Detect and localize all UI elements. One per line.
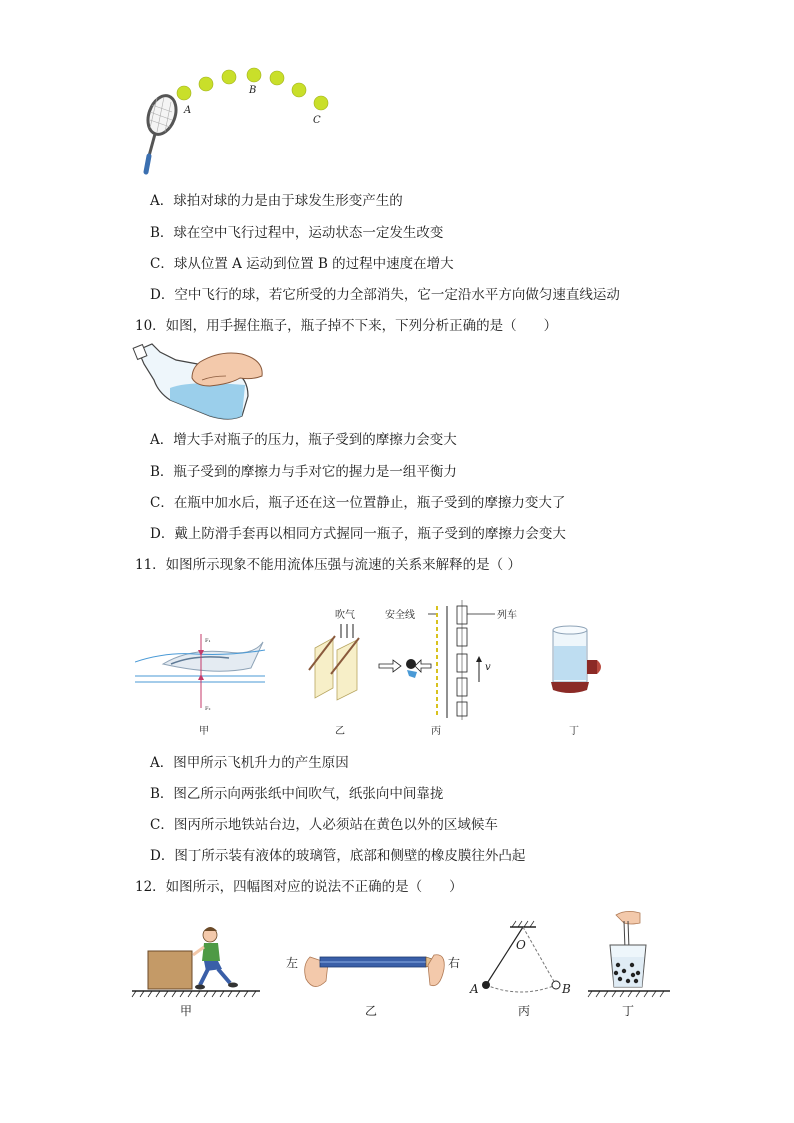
q10-option-a: A．增大手对瓶子的压力，瓶子受到的摩擦力会变大 [150, 432, 457, 448]
panel-jia-push-box [132, 927, 260, 997]
q9-option-c: C．球从位置 A 运动到位置 B 的过程中速度在增大 [150, 256, 454, 272]
tennis-racket [143, 92, 181, 172]
q12-caption-bing: 丙 [518, 1004, 531, 1018]
velocity-label: v [485, 662, 491, 673]
b-label: B [562, 982, 571, 996]
q11-option-b: B．图乙所示向两张纸中间吹气，纸张向中间靠拢 [150, 786, 444, 802]
panel-jia-wing [135, 634, 265, 712]
f1-label: F₁ [205, 638, 211, 644]
train-label: 列车 [497, 610, 517, 621]
hand [192, 353, 262, 386]
q10-option-d: D．戴上防滑手套再以相同方式握同一瓶子，瓶子受到的摩擦力会变大 [150, 526, 566, 542]
q11-figure [135, 598, 635, 740]
label-b: B [249, 85, 257, 96]
a-label: A [470, 982, 479, 996]
q11-option-a: A．图甲所示飞机升力的产生原因 [150, 755, 349, 771]
q9-option-a: A．球拍对球的力是由于球发生形变产生的 [150, 193, 403, 209]
q12-stem: 12．如图所示，四幅图对应的说法不正确的是（ ） [135, 879, 463, 895]
label-a: A [184, 105, 192, 116]
q9-option-d: D．空中飞行的球，若它所受的力全部消失，它一定沿水平方向做匀速直线运动 [150, 287, 620, 303]
q10-bottle-figure [130, 340, 270, 422]
panel-ding-beaker [588, 911, 670, 997]
caption-yi: 乙 [335, 726, 345, 737]
q12-caption-jia: 甲 [180, 1004, 193, 1018]
caption-jia: 甲 [199, 726, 209, 737]
q10-option-b: B．瓶子受到的摩擦力与手对它的握力是一组平衡力 [150, 464, 457, 480]
panel-bing-pendulum [469, 921, 571, 996]
panel-ding-tube [551, 626, 601, 693]
blow-label: 吹气 [335, 610, 355, 621]
q10-stem: 10．如图，用手握住瓶子，瓶子掉不下来，下列分析正确的是（ ） [135, 318, 558, 334]
q11-stem: 11．如图所示现象不能用流体压强与流速的关系来解释的是（ ） [135, 557, 521, 573]
q12-caption-ding: 丁 [622, 1004, 635, 1018]
caption-bing: 丙 [431, 726, 441, 737]
panel-yi-papers [309, 608, 359, 700]
q9-option-b: B．球在空中飞行过程中，运动状态一定发生改变 [150, 225, 444, 241]
panel-bing-platform [379, 600, 517, 720]
q11-option-c: C．图丙所示地铁站台边，人必须站在黄色以外的区域候车 [150, 817, 498, 833]
q11-option-d: D．图丁所示装有液体的玻璃管，底部和侧壁的橡皮膜往外凸起 [150, 848, 526, 864]
label-c: C [313, 115, 321, 126]
q9-racket-figure [130, 60, 350, 180]
left-label: 左 [286, 956, 299, 970]
o-label: O [516, 938, 526, 952]
q10-option-c: C．在瓶中加水后，瓶子还在这一位置静止，瓶子受到的摩擦力变大了 [150, 495, 566, 511]
right-label: 右 [448, 956, 461, 970]
caption-ding: 丁 [569, 726, 579, 737]
panel-yi-pencil [286, 955, 460, 987]
safety-line-label: 安全线 [385, 610, 415, 621]
f2-label: F₂ [205, 706, 211, 712]
q12-caption-yi: 乙 [365, 1004, 378, 1018]
q12-figure [130, 905, 675, 1025]
